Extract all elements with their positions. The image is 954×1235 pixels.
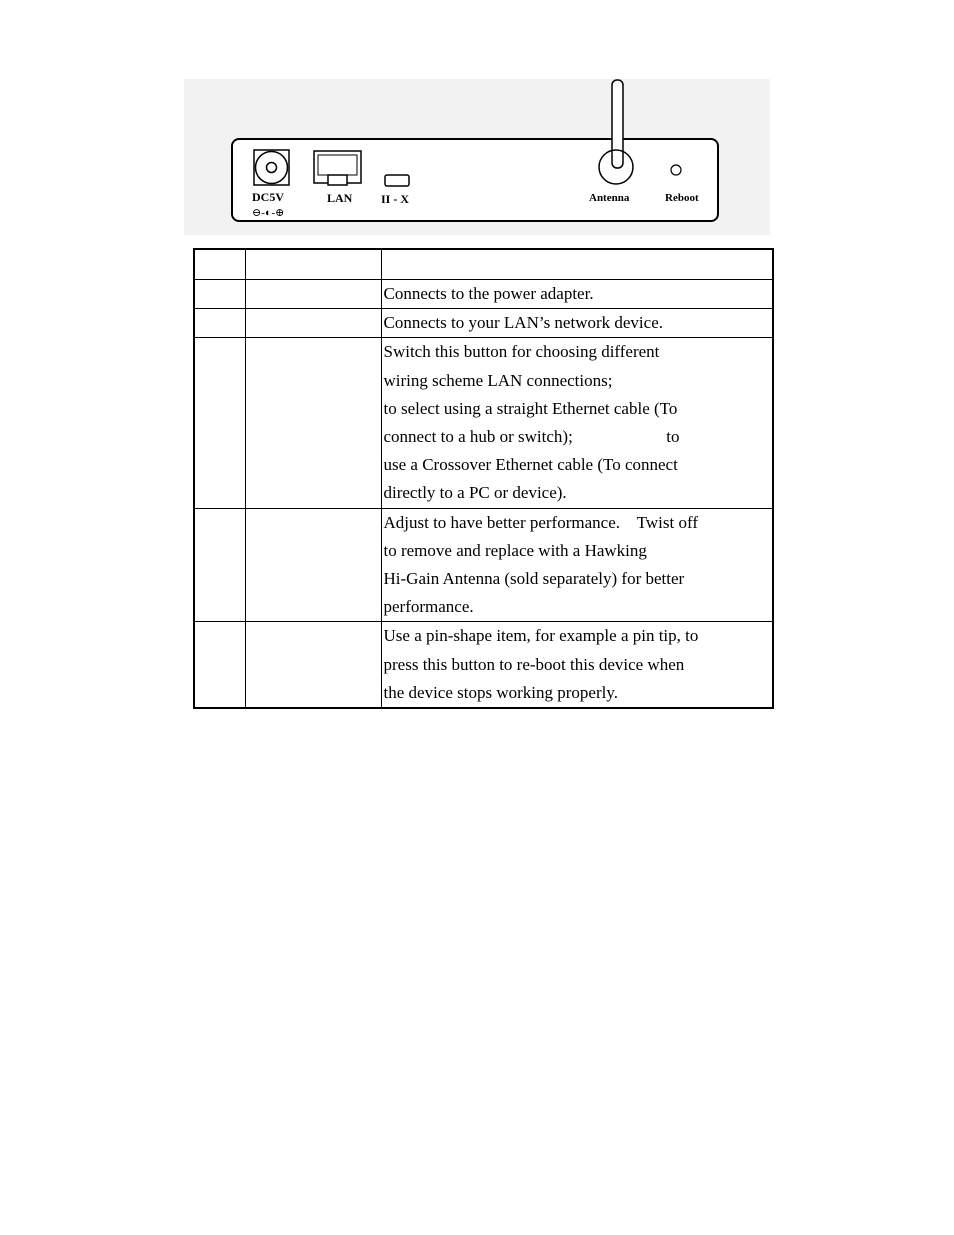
description-line: press this button to re-boot this device when [383, 654, 685, 674]
table-row [194, 280, 773, 309]
panel-body [232, 139, 718, 221]
row-num-cell [194, 622, 245, 708]
rear-panel-svg [184, 79, 770, 235]
row-name-cell [245, 622, 381, 708]
description-line: the device stops working properly. [383, 682, 618, 702]
description-line: Use a pin-shape item, for example a pin tip, to [383, 626, 699, 646]
switch-label: II - X [381, 192, 410, 206]
table-row [194, 309, 773, 338]
row-num-cell [194, 508, 245, 622]
description-line: to remove and replace with a Hawking [383, 540, 647, 560]
lan-label: LAN [327, 191, 353, 205]
description-line: Connects to the power adapter. [383, 284, 594, 303]
row-name-cell [245, 280, 381, 309]
description-line: to select using a straight Ethernet cable (To [383, 398, 678, 418]
row-num-cell [194, 309, 245, 338]
table-row [194, 508, 773, 622]
description-line: Adjust to have better performance. Twist off [383, 512, 698, 532]
description-line: wiring scheme LAN connections; [383, 370, 613, 390]
row-description-cell [381, 338, 773, 508]
description-line: use a Crossover Ethernet cable (To connect [383, 455, 678, 475]
table-row [194, 338, 773, 508]
description-line: Connects to your LAN’s network device. [383, 313, 663, 333]
row-num-cell [194, 338, 245, 508]
header-desc [381, 249, 773, 280]
row-description-cell [381, 309, 773, 338]
reboot-label: Reboot [665, 192, 699, 204]
description-line: connect to a hub or switch); to [383, 427, 680, 447]
table-body [194, 280, 773, 709]
row-description-cell [381, 508, 773, 622]
polarity-label: ⊖-◐-⊕ [252, 207, 285, 219]
reboot-button-icon [671, 165, 681, 175]
description-line: directly to a PC or device). [383, 483, 567, 503]
description-line: Switch this button for choosing different [383, 342, 660, 362]
description-line: performance. [383, 597, 474, 617]
lan-port-icon [314, 151, 361, 185]
row-description-cell [381, 622, 773, 708]
header-num [194, 249, 245, 280]
description-line: Hi-Gain Antenna (sold separately) for better [383, 569, 685, 589]
row-name-cell [245, 309, 381, 338]
row-description-cell [381, 280, 773, 309]
row-name-cell [245, 338, 381, 508]
antenna-label: Antenna [589, 192, 630, 204]
row-num-cell [194, 280, 245, 309]
dc-jack-icon [254, 150, 289, 185]
rear-panel-diagram [184, 79, 770, 235]
table-header-row [194, 249, 773, 280]
table-row [194, 622, 773, 708]
row-name-cell [245, 508, 381, 622]
header-name [245, 249, 381, 280]
dc-label: DC5V [252, 190, 284, 204]
panel-spec-table [193, 248, 774, 709]
crossover-switch-icon [385, 175, 409, 186]
